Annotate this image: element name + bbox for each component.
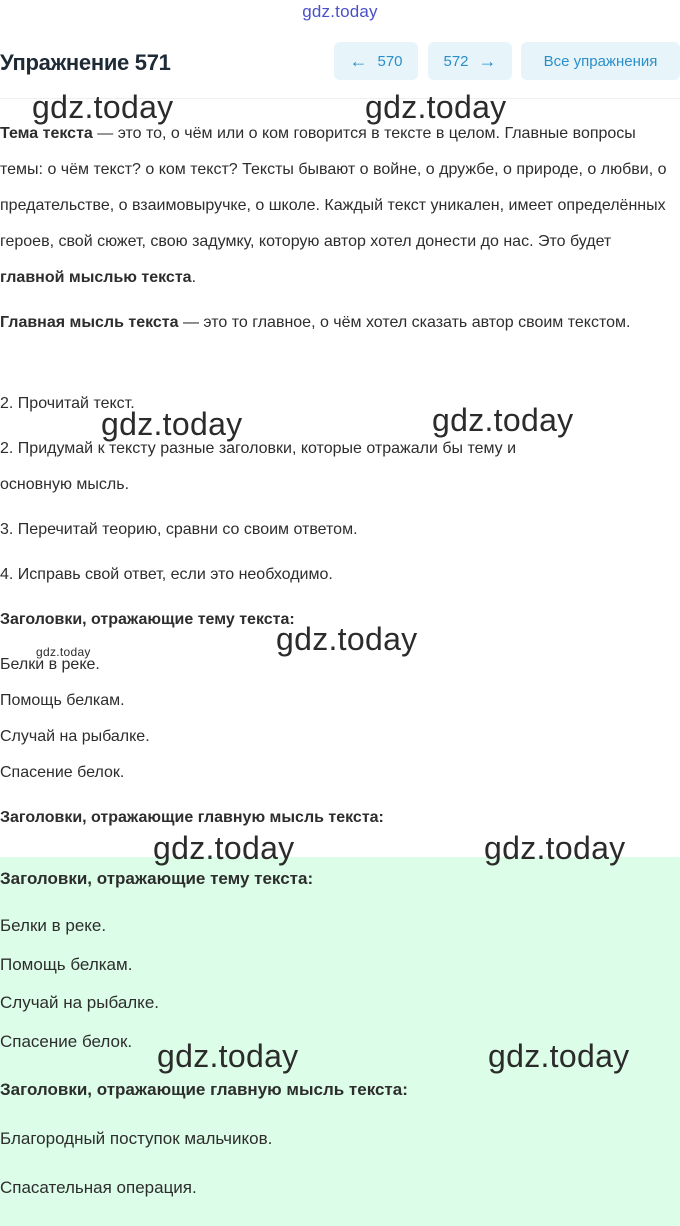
preview-item: Случай на рыбалке. — [0, 728, 150, 745]
watermark: gdz.today — [484, 830, 626, 866]
theory-paragraph-idea — [0, 305, 672, 341]
top-watermark: gdz.today — [302, 2, 378, 21]
watermark: gdz.today — [432, 402, 574, 438]
preview-theme-header — [0, 602, 295, 638]
all-exercises-button[interactable]: Все упражнения — [521, 42, 680, 80]
watermark-small: gdz.today — [36, 645, 91, 659]
watermark: gdz.today — [157, 1038, 299, 1074]
watermark: gdz.today — [276, 621, 418, 657]
next-exercise-button[interactable] — [428, 42, 512, 80]
task-read: 2. Прочитай текст. — [0, 395, 135, 412]
preview-item: Белки в реке. — [0, 656, 100, 673]
task-reread: 3. Перечитай теорию, сравни со своим ответом. — [0, 521, 358, 538]
answer-theme-item: Помощь белкам. — [0, 955, 133, 974]
term-theme: Тема текста — [0, 125, 93, 142]
answer-idea-item: Благородный поступок мальчиков. — [0, 1129, 273, 1148]
task-invent-line1: 2. Придумай к тексту разные заголовки, которые отражали бы тему и — [0, 440, 517, 457]
watermark: gdz.today — [32, 89, 174, 125]
prev-exercise-button[interactable] — [334, 42, 418, 80]
answer-theme-item: Спасение белок. — [0, 1032, 133, 1051]
answer-theme-header: Заголовки, отражающие тему текста: — [0, 869, 314, 888]
term-main-idea-inline: главной мыслью текста — [0, 269, 192, 286]
watermark: gdz.today — [365, 89, 507, 125]
task-fix: 4. Исправь свой ответ, если это необходимо. — [0, 566, 333, 583]
watermark: gdz.today — [101, 406, 243, 442]
theory-theme-text: — это то, о чём или о ком говорится в тексте в целом. Главные вопросы темы: о чём текст? о ком текст? Тексты бывают о войне, о дружбе, о природе, о любви, о предательстве, о взаимовыручке, о школе. Каждый текст уникален, имеет определённых героев, свой сюжет, свою задумку, которую автор хотел донести до нас. Это будет — [0, 125, 667, 250]
watermark: gdz.today — [153, 830, 295, 866]
theory-block — [0, 116, 672, 341]
term-main-idea: Главная мысль текста — [0, 314, 179, 331]
answer-idea-item: Спасательная операция. — [0, 1178, 197, 1197]
preview-item: Помощь белкам. — [0, 692, 125, 709]
preview-theme-header-text: Заголовки, отражающие тему текста: — [0, 611, 295, 628]
theory-idea-text: — это то главное, о чём хотел сказать автор своим текстом. — [178, 314, 631, 331]
watermark: gdz.today — [488, 1038, 630, 1074]
next-exercise-label: 572 — [443, 52, 469, 70]
exercise-header — [0, 40, 680, 84]
answer-idea-header: Заголовки, отражающие главную мысль текста: — [0, 1080, 408, 1099]
preview-idea-header-text: Заголовки, отражающие главную мысль текста: — [0, 809, 384, 826]
arrow-right-icon: → — [478, 51, 497, 71]
page-title: Упражнение 571 — [0, 50, 171, 75]
theory-theme-end: . — [191, 269, 197, 286]
task-invent-line2: основную мысль. — [0, 476, 130, 493]
answer-theme-item: Случай на рыбалке. — [0, 993, 159, 1012]
answer-theme-item: Белки в реке. — [0, 916, 107, 935]
preview-item: Спасение белок. — [0, 764, 125, 781]
arrow-left-icon: ← — [349, 51, 368, 71]
prev-exercise-label: 570 — [377, 52, 403, 70]
theory-paragraph-theme — [0, 116, 672, 296]
